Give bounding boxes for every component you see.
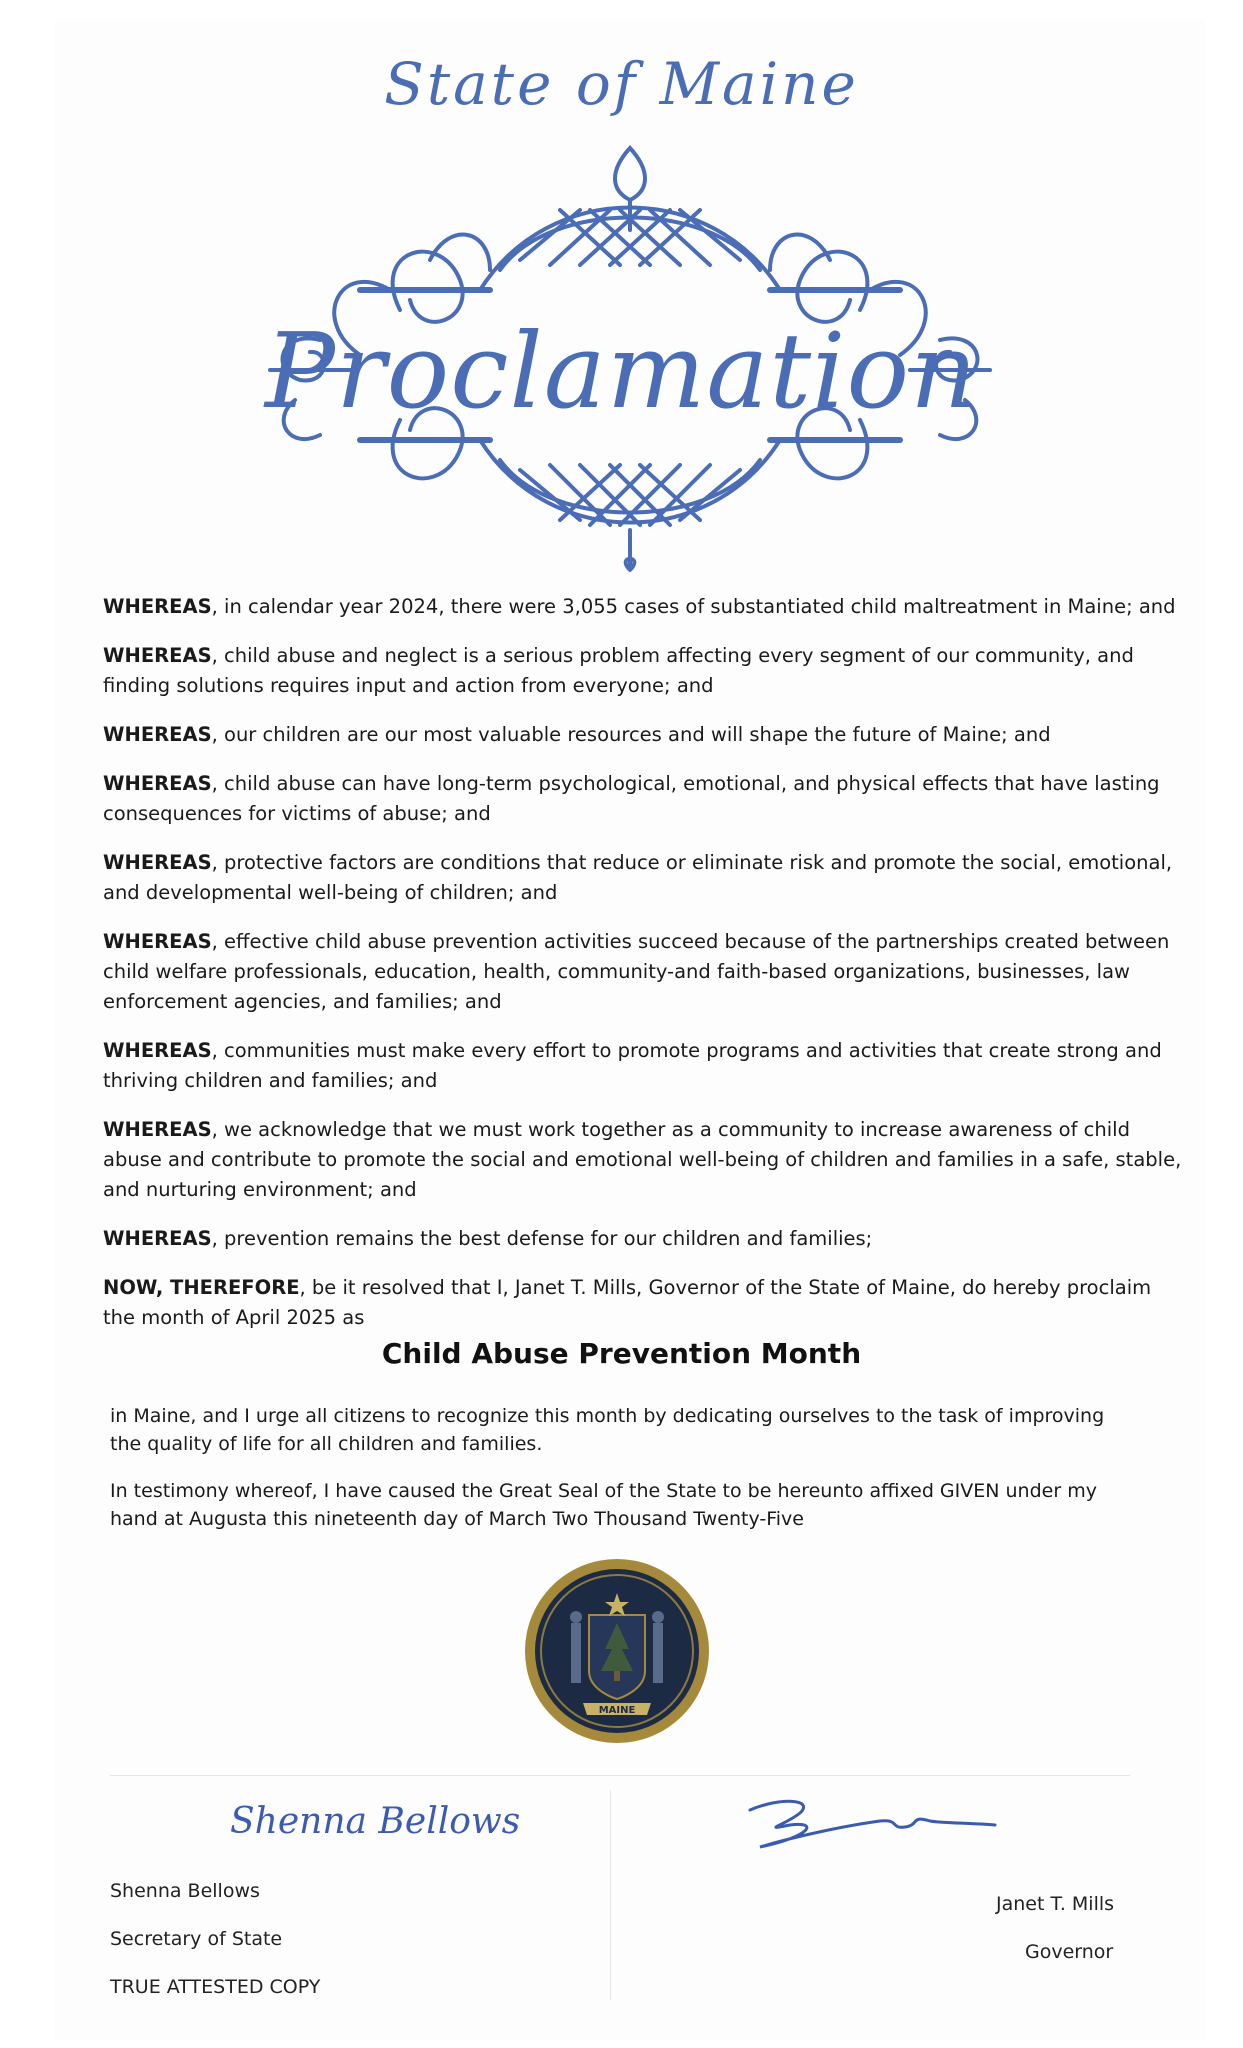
clause-7: WHEREAS, communities must make every effort to promote programs and activities that create strong and thriving children and families; and (103, 1039, 1162, 1092)
clause-2: WHEREAS, child abuse and neglect is a serious problem affecting every segment of our community, and finding solutions requires input and action from everyone; and (103, 644, 1134, 697)
governor-title: Governor (1025, 1941, 1114, 1963)
clause-8: WHEREAS, we acknowledge that we must work together as a community to increase awareness of child abuse and contribute to promote the social and emotional well-being of children and families in a safe, stable, and nurturing environment; and (103, 1118, 1182, 1201)
proclamation-title: Proclamation (264, 310, 979, 432)
bellows-signature-text: Shenna Bellows (230, 1801, 521, 1842)
great-seal-icon (519, 1553, 715, 1749)
clause-1: WHEREAS, in calendar year 2024, there were 3,055 cases of substantiated child maltreatment in Maine; and (103, 595, 1176, 618)
secretary-name: Shenna Bellows (110, 1880, 260, 1902)
clause-6: WHEREAS, effective child abuse prevention activities succeed because of the partnerships created between child welfare professionals, education, health, community-and faith-based organizations, businesses, law enforcement agencies, and families; and (103, 930, 1170, 1013)
signature-column-divider (610, 1790, 611, 2000)
governor-name: Janet T. Mills (996, 1893, 1115, 1915)
attested-copy-label: TRUE ATTESTED COPY (110, 1976, 321, 1998)
testimony-paragraph: In testimony whereof, I have caused the Great Seal of the State to be hereunto affixed GIVEN under my hand at Augusta this nineteenth day of March Two Thousand Twenty-Five (110, 1480, 1097, 1530)
resolution-clause: NOW, THEREFORE, be it resolved that I, Janet T. Mills, Governor of the State of Maine, do hereby proclaim the month of April 2025 as (103, 1276, 1152, 1329)
month-title: Child Abuse Prevention Month (381, 1337, 862, 1370)
urge-paragraph: in Maine, and I urge all citizens to recognize this month by dedicating ourselves to the task of improving the quality of life for all children and families. (110, 1405, 1105, 1455)
bellows-signature (225, 1783, 521, 1853)
whereas-clauses (103, 592, 1185, 1352)
closing-text (110, 1402, 1140, 1552)
clause-3: WHEREAS, our children are our most valuable resources and will shape the future of Maine; and (103, 723, 1051, 746)
secretary-title: Secretary of State (110, 1928, 283, 1950)
seal-banner-text: MAINE (598, 1705, 636, 1716)
clause-9: WHEREAS, prevention remains the best defense for our children and families; (103, 1227, 873, 1250)
mills-signature (740, 1785, 1000, 1855)
state-title: State of Maine (384, 50, 859, 118)
clause-4: WHEREAS, child abuse can have long-term psychological, emotional, and physical effects that have lasting consequences for victims of abuse; and (103, 772, 1160, 825)
clause-5: WHEREAS, protective factors are conditions that reduce or eliminate risk and promote the social, emotional, and developmental well-being of children; and (103, 851, 1173, 904)
signature-divider (110, 1775, 1130, 1776)
